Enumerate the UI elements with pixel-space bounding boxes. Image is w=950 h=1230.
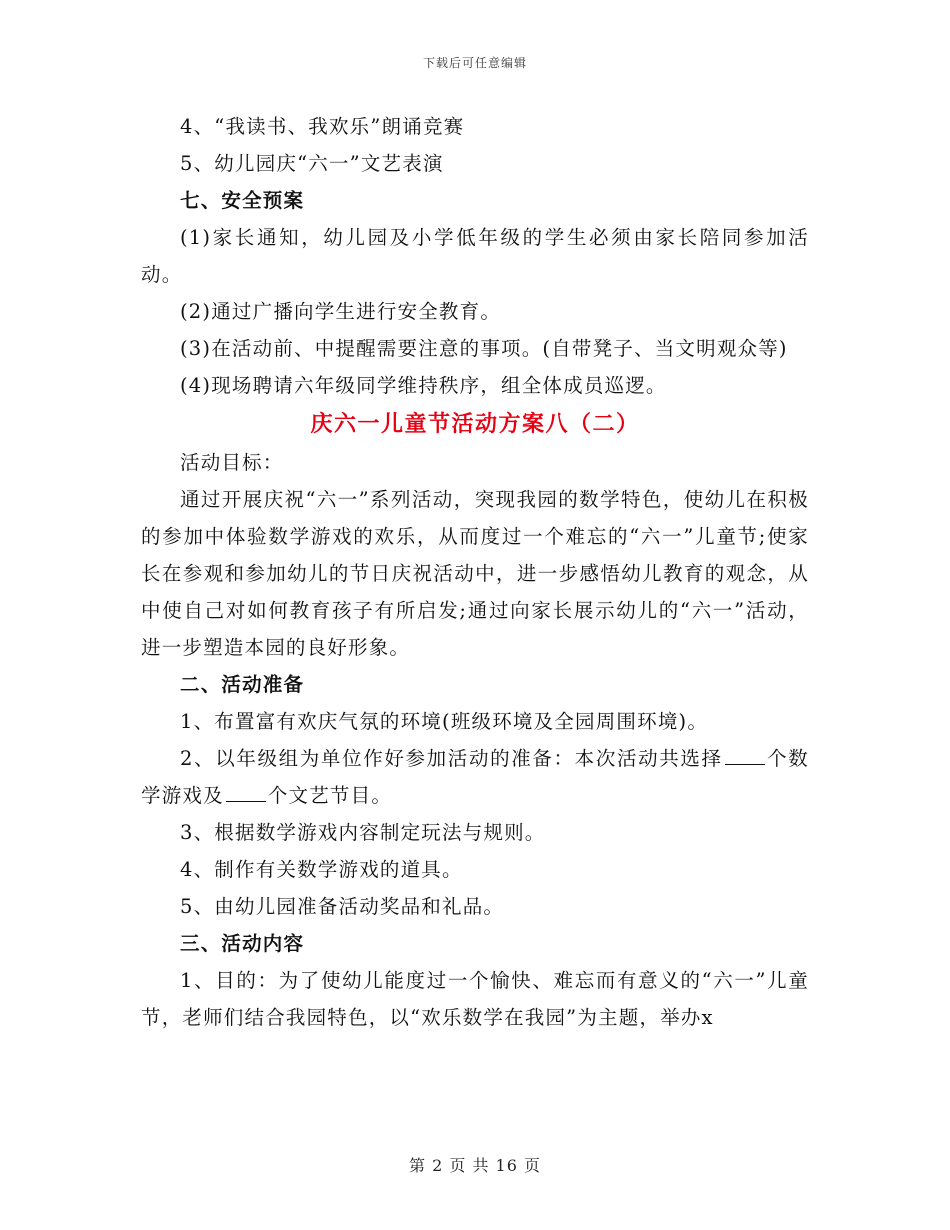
content-item-1: 1、目的：为了使幼儿能度过一个愉快、难忘而有意义的“六一”儿童节，老师们结合我园特色，以“欢乐数学在我园”为主题，举办x — [141, 969, 809, 1029]
section-heading-safety: 七、安全预案 — [180, 189, 305, 212]
safety-item-2: (2)通过广播向学生进行安全教育。 — [180, 300, 502, 323]
safety-item-3: (3)在活动前、中提醒需要注意的事项。(自带凳子、当文明观众等) — [180, 337, 788, 360]
blank-line — [226, 783, 266, 802]
goal-label: 活动目标： — [180, 451, 284, 474]
safety-item-1: (1)家长通知，幼儿园及小学低年级的学生必须由家长陪同参加活动。 — [141, 226, 809, 286]
header-note: 下载后可任意编辑 — [422, 56, 527, 70]
page-footer: 第 2 页 共 16 页 — [409, 1156, 541, 1175]
prep-item-2-part-c: 个文艺节目。 — [267, 784, 393, 807]
prep-item-2-part-a: 2、以年级组为单位作好参加活动的准备：本次活动共选择 — [180, 747, 723, 770]
prep-item-2-part-b: 个数学游戏及 — [141, 747, 809, 807]
prep-item-3: 3、根据数学游戏内容制定玩法与规则。 — [180, 821, 546, 844]
prep-item-2 — [141, 740, 809, 814]
blank-line — [725, 746, 765, 765]
document-body — [141, 108, 809, 1036]
goal-text: 通过开展庆祝“六一”系列活动，突现我园的数学特色，使幼儿在积极的参加中体验数学游戏的欢乐，从而度过一个难忘的“六一”儿童节;使家长在参观和参加幼儿的节日庆祝活动中，进一步感悟幼儿教育的观念，从中使自己对如何教育孩子有所启发;通过向家长展示幼儿的“六一”活动，进一步塑造本园的良好形象。 — [141, 488, 809, 659]
document-title: 庆六一儿童节活动方案八（二） — [310, 411, 640, 437]
prep-item-5: 5、由幼儿园准备活动奖品和礼品。 — [180, 895, 505, 918]
prep-item-1: 1、布置富有欢庆气氛的环境(班级环境及全园周围环境)。 — [180, 710, 709, 733]
section-heading-prep: 二、活动准备 — [180, 673, 305, 696]
safety-item-4: (4)现场聘请六年级同学维持秩序，组全体成员巡逻。 — [180, 374, 667, 397]
prep-item-4: 4、制作有关数学游戏的道具。 — [180, 858, 463, 881]
list-item-art-performance: 5、幼儿园庆“六一”文艺表演 — [180, 152, 444, 175]
list-item-reading-contest: 4、“我读书、我欢乐”朗诵竞赛 — [180, 115, 465, 138]
section-heading-content: 三、活动内容 — [180, 932, 305, 955]
